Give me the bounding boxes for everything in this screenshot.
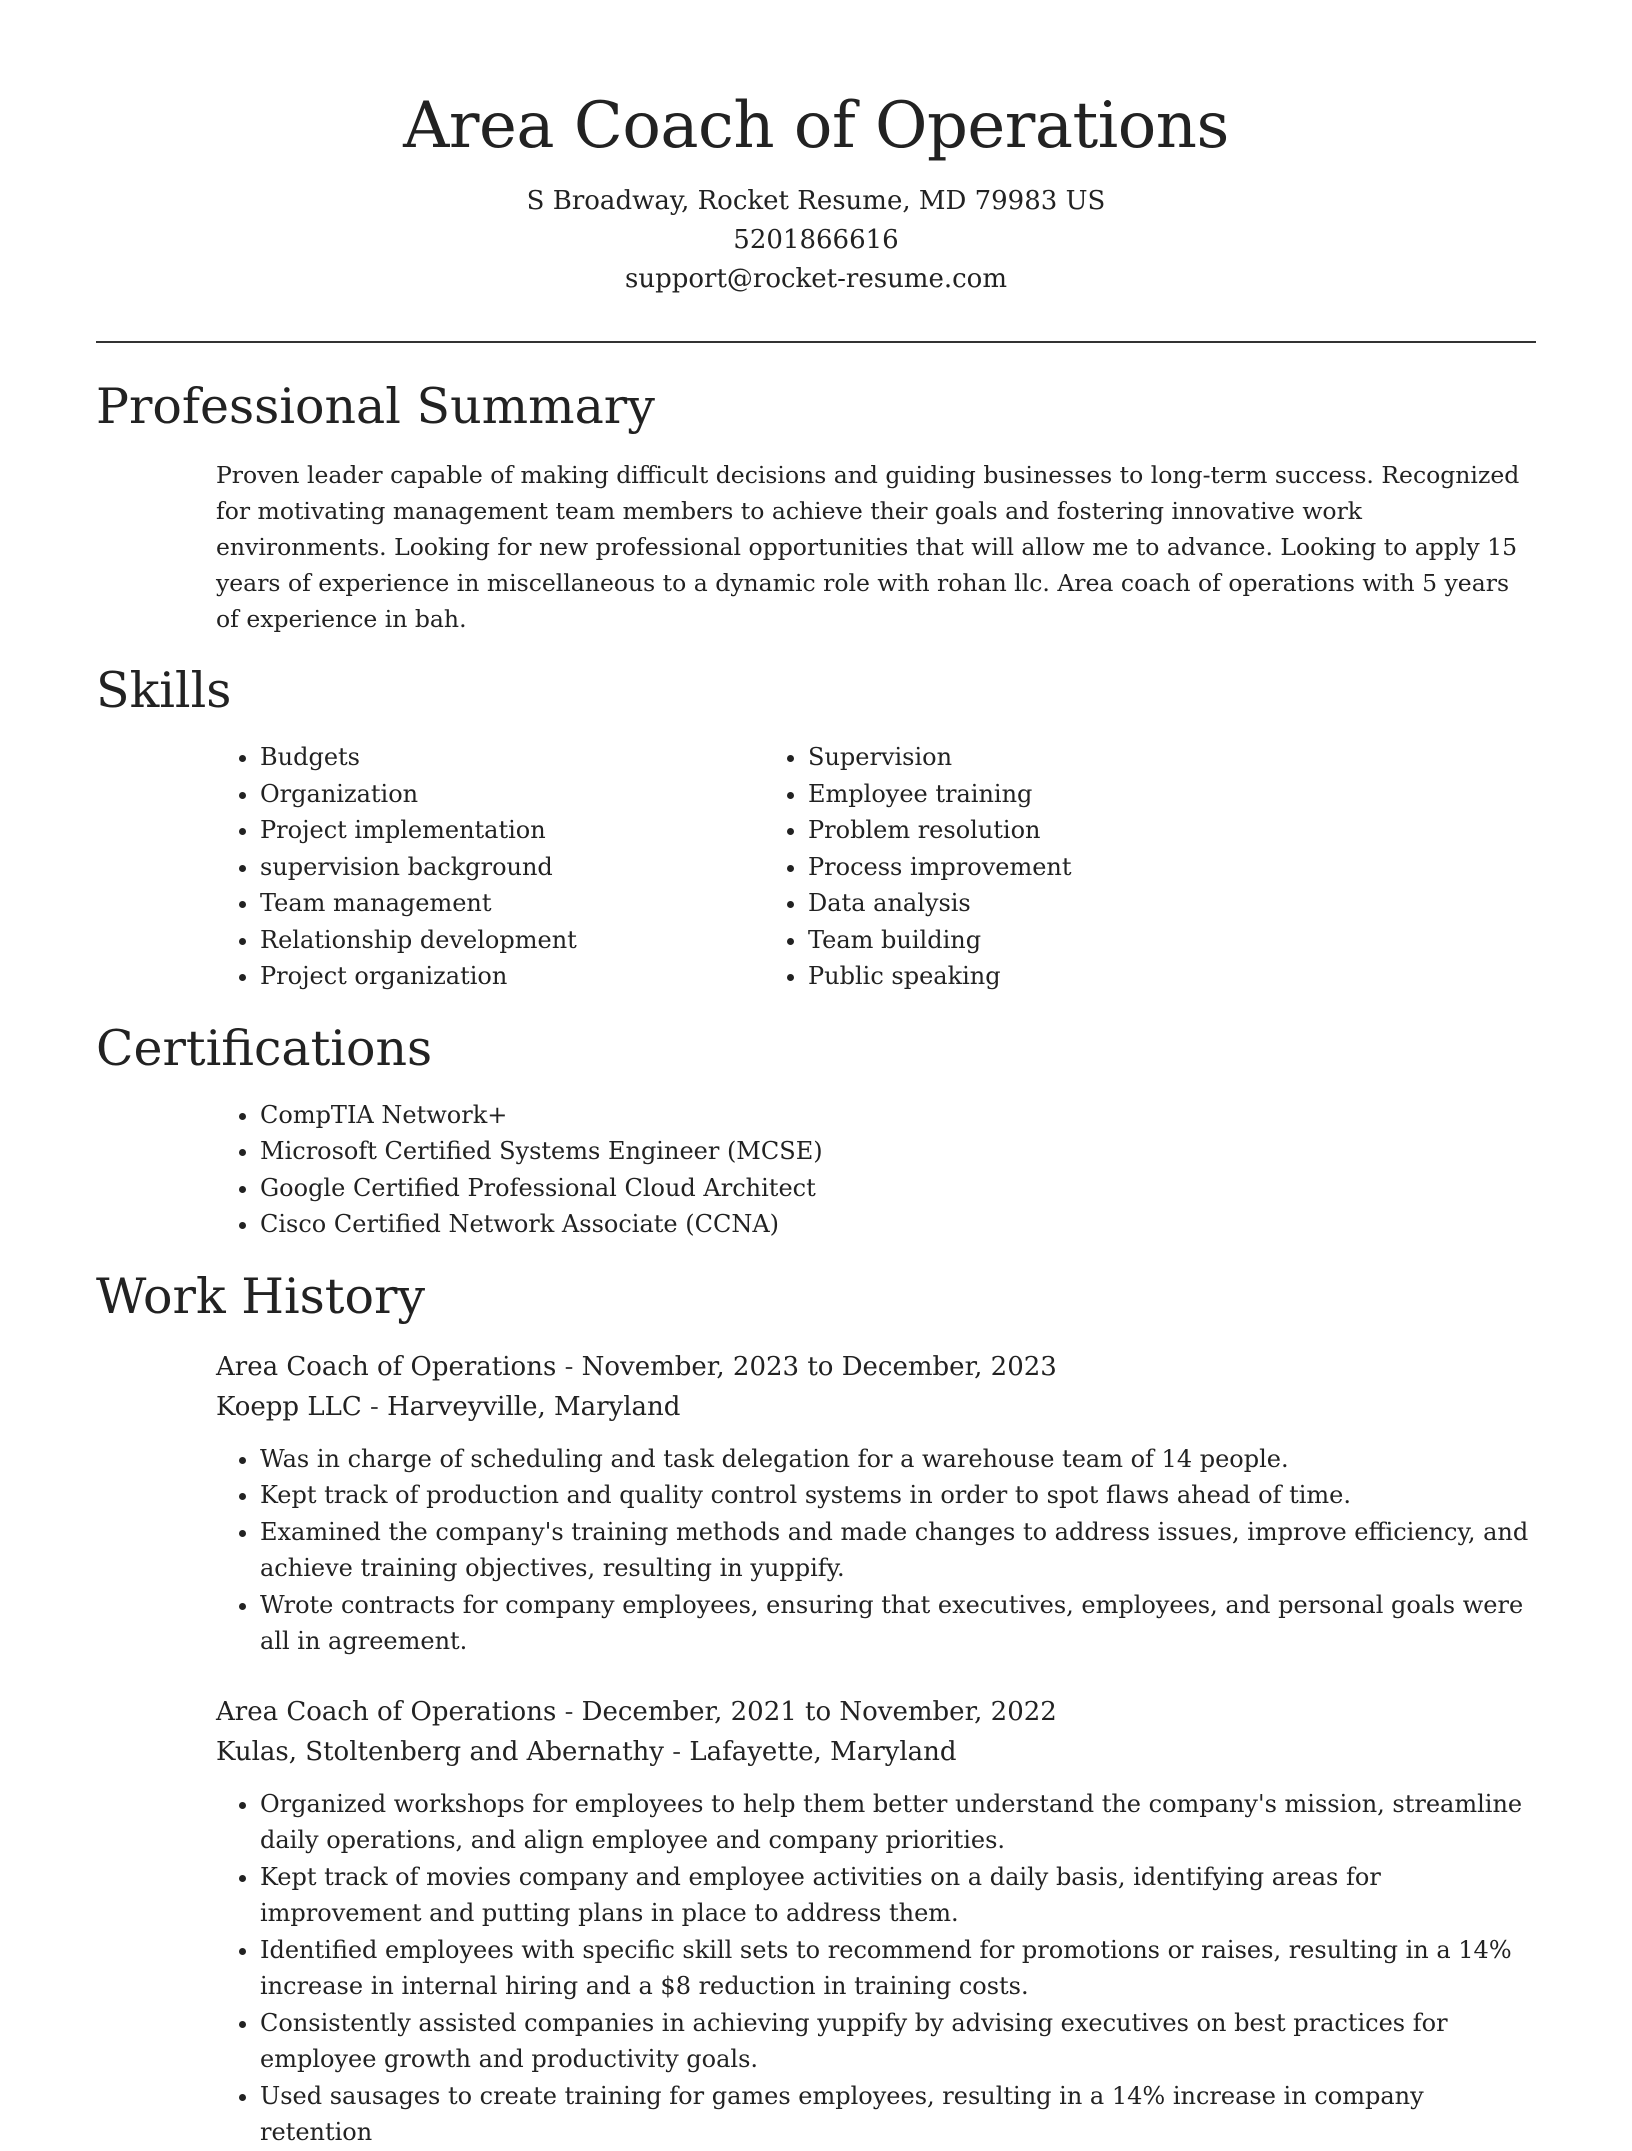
section-title-certifications: Certifications: [96, 1019, 433, 1077]
job-location: Harveyville, Maryland: [387, 1391, 681, 1422]
skill-item: • Process improvement: [808, 849, 1072, 886]
job-separator: -: [556, 1696, 582, 1727]
job-bullets-wrap: [216, 1441, 1536, 1660]
job-separator: -: [556, 1351, 582, 1382]
resume-page: [96, 0, 1536, 2151]
skill-item: • Supervision: [808, 739, 1072, 776]
section-title-work-history: Work History: [96, 1267, 426, 1325]
section-title-skills: Skills: [96, 662, 232, 719]
skill-item: • Project implementation: [260, 812, 746, 849]
summary-text: Proven leader capable of making difficult decisions and guiding businesses to long-term success. Recognized for motivating management team members to achieve their goals and fostering innovative work environments. Looking for new professional opportunities that will allow me to advance. Looking to apply 15 years of experience in miscellaneous to a dynamic role with rohan llc. Area coach of operations with 5 years of experience in bah.: [216, 461, 1520, 633]
skill-item: • Budgets: [260, 739, 746, 776]
job-title-line: [216, 1347, 1536, 1387]
skill-item: • Relationship development: [260, 922, 746, 959]
skill-item: • Organization: [260, 776, 746, 813]
job-company: Koepp LLC: [216, 1391, 362, 1422]
job-role: Area Coach of Operations: [216, 1351, 557, 1382]
job-bullet: • Identified employees with specific skill sets to recommend for promotions or raises, resulting in a 14% increase in internal hiring and a $8 reduction in training costs.: [260, 1932, 1536, 2005]
skills-columns: [96, 739, 1536, 995]
job-bullet: • Examined the company's training methods and made changes to address issues, improve efficiency, and achieve training objectives, resulting in yuppify.: [260, 1514, 1536, 1587]
job-separator: -: [361, 1391, 388, 1422]
job-bullets: [216, 1786, 1536, 2151]
job-bullet: • Organized workshops for employees to help them better understand the company's mission, streamline daily operations, and align employee and company priorities.: [260, 1786, 1536, 1859]
job-bullets: [216, 1441, 1536, 1660]
job-location: Lafayette, Maryland: [689, 1736, 957, 1767]
work-history-section: [96, 1267, 1536, 2151]
section-title-summary: Professional Summary: [96, 378, 655, 435]
job-title-line: [216, 1692, 1536, 1732]
candidate-name: Area Coach of Operations: [403, 89, 1229, 163]
job-bullet: • Consistently assisted companies in achieving yuppify by advising executives on best practices for employee growth and productivity goals.: [260, 2005, 1536, 2078]
skill-item: • Team building: [808, 922, 1072, 959]
skill-item: • Team management: [260, 885, 746, 922]
job-dates: November, 2023 to December, 2023: [581, 1351, 1057, 1382]
skills-list-left: [96, 739, 746, 995]
job-dates: December, 2021 to November, 2022: [581, 1696, 1057, 1727]
skill-item: • Data analysis: [808, 885, 1072, 922]
certifications-section: [96, 1019, 1536, 1243]
certifications-list-wrap: [96, 1097, 1536, 1243]
skill-item: • Employee training: [808, 776, 1072, 813]
skills-section: [96, 661, 1536, 995]
job-company-line: [216, 1732, 1536, 1772]
skills-column-left: [96, 739, 746, 995]
job-bullets-wrap: [216, 1786, 1536, 2151]
header-divider: [96, 341, 1536, 343]
certification-item: • Cisco Certified Network Associate (CCNA): [260, 1206, 1536, 1243]
skills-column-right: [746, 739, 1072, 995]
certifications-list: [96, 1097, 1536, 1243]
skill-item: • supervision background: [260, 849, 746, 886]
professional-summary-section: [96, 377, 1536, 637]
job-entry: [216, 1692, 1536, 2151]
job-bullet: • Used sausages to create training for games employees, resulting in a 14% increase in company retention: [260, 2078, 1536, 2151]
email: support@rocket-resume.com: [624, 264, 1007, 294]
certification-item: • CompTIA Network+: [260, 1097, 1536, 1134]
skill-item: • Public speaking: [808, 958, 1072, 995]
skill-item: • Problem resolution: [808, 812, 1072, 849]
phone: 5201866616: [733, 225, 899, 255]
job-bullet: • Was in charge of scheduling and task delegation for a warehouse team of 14 people.: [260, 1441, 1536, 1478]
address: S Broadway, Rocket Resume, MD 79983 US: [526, 186, 1106, 216]
skill-item: • Project organization: [260, 958, 746, 995]
skills-list-right: [746, 739, 1072, 995]
resume-header: [96, 0, 1536, 299]
job-entry: [216, 1347, 1536, 1660]
job-company: Kulas, Stoltenberg and Abernathy: [216, 1736, 664, 1767]
certification-item: • Microsoft Certified Systems Engineer (MCSE): [260, 1133, 1536, 1170]
certification-item: • Google Certified Professional Cloud Architect: [260, 1170, 1536, 1207]
job-separator: -: [663, 1736, 690, 1767]
job-bullet: • Kept track of movies company and employee activities on a daily basis, identifying areas for improvement and putting plans in place to address them.: [260, 1859, 1536, 1932]
job-company-line: [216, 1387, 1536, 1427]
job-bullet: • Wrote contracts for company employees, ensuring that executives, employees, and personal goals were all in agreement.: [260, 1587, 1536, 1660]
job-bullet: • Kept track of production and quality control systems in order to spot flaws ahead of time.: [260, 1477, 1536, 1514]
job-role: Area Coach of Operations: [216, 1696, 557, 1727]
